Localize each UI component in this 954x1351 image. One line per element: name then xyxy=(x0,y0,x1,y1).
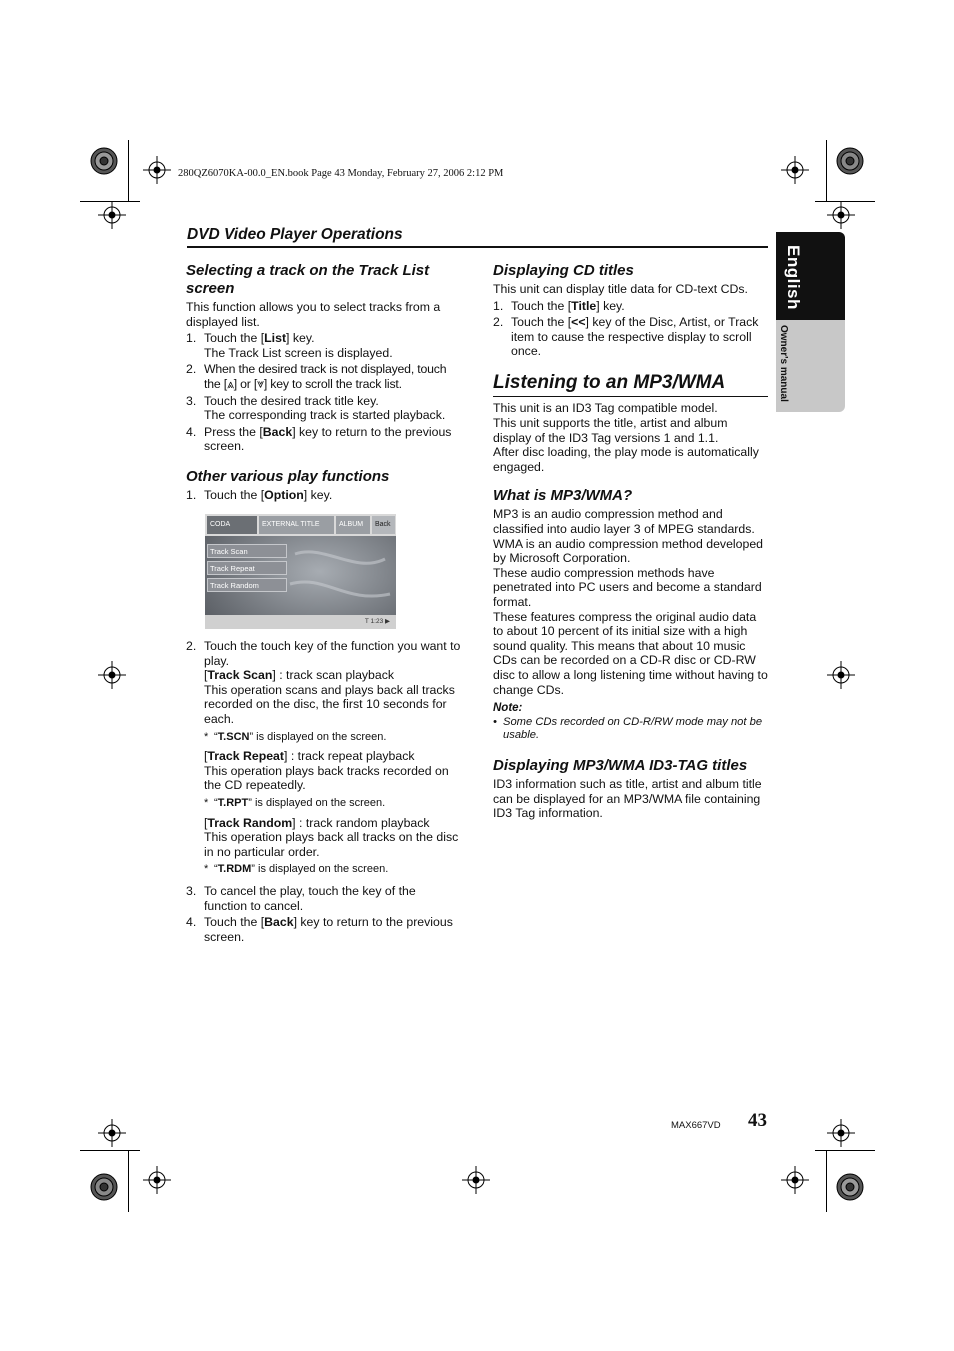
screen-tab-title: EXTERNAL TITLE xyxy=(259,516,334,534)
footnote: * “T.SCN” is displayed on the screen. xyxy=(204,730,387,743)
screen-status-bar: T 1:23 ▶ xyxy=(205,615,396,629)
page-number: 43 xyxy=(748,1110,767,1131)
screen-tab-source: CODA xyxy=(207,516,257,534)
list-item: 4. Touch the [Back] key to return to the previous screen. xyxy=(186,915,453,944)
screen-back-button[interactable]: Back xyxy=(372,516,395,534)
heading-mp3-wma: Listening to an MP3/WMA xyxy=(493,371,726,393)
scroll-down-icon: ⩔ xyxy=(257,376,264,391)
language-label: English xyxy=(784,245,803,310)
list-item: 4. Press the [Back] key to return to the previous screen. xyxy=(186,424,452,454)
header-rule xyxy=(187,246,768,248)
function-track-random: [Track Random] : track random playback This operation plays back all tracks on the disc in no particular order. xyxy=(204,815,459,859)
footnote: * “T.RPT” is displayed on the screen. xyxy=(204,796,386,809)
heading-id3-tag: Displaying MP3/WMA ID3-TAG titles xyxy=(493,756,748,774)
note-text: • Some CDs recorded on CD-R/RW mode may not be usable. xyxy=(493,715,763,742)
model-number: MAX667VD xyxy=(671,1120,721,1131)
left-column-lower xyxy=(186,639,461,944)
manual-label: Owner's manual xyxy=(778,325,789,402)
heading-play-functions: Other various play functions xyxy=(186,467,390,485)
list-item: 1. Touch the [List] key. The Track List screen is displayed. xyxy=(186,331,393,360)
mp3-intro: This unit is an ID3 Tag compatible model. This unit supports the title, artist and album display of the ID3 Tag versions 1 and 1.1. After disc loading, the play mode is automatically engaged. xyxy=(493,401,759,474)
list-item: 2. Touch the touch key of the function you want to play. xyxy=(186,639,461,668)
heading-what-is-mp3: What is MP3/WMA? xyxy=(493,487,633,505)
track-random-button[interactable]: Track Random xyxy=(207,578,287,592)
intro-track-list: This function allows you to select tracks from a displayed list. xyxy=(186,300,441,329)
track-repeat-button[interactable]: Track Repeat xyxy=(207,561,287,575)
list-item: 1. Touch the [Option] key. xyxy=(186,487,333,502)
function-track-scan: [Track Scan] : track scan playback This operation scans and plays back all tracks recorded on the disc, the first 10 seconds for each. xyxy=(204,668,455,726)
note-label: Note: xyxy=(493,702,523,715)
section-header: DVD Video Player Operations xyxy=(187,226,403,243)
scroll-icon: << xyxy=(571,315,586,330)
list-item: 1. Touch the [Title] key. xyxy=(493,298,625,313)
list-item: 3. To cancel the play, touch the key of the function to cancel. xyxy=(186,883,416,913)
function-track-repeat: [Track Repeat] : track repeat playback This operation plays back tracks recorded on the CD repeatedly. xyxy=(204,749,449,793)
track-scan-button[interactable]: Track Scan xyxy=(207,544,287,558)
list-item: 2. Touch the [<<] key of the Disc, Artist, or Track item to cause the respective display to scroll once. xyxy=(493,315,759,359)
book-header: 280QZ6070KA-00.0_EN.book Page 43 Monday, February 27, 2006 2:12 PM xyxy=(178,168,504,179)
screen-tab-album: ALBUM xyxy=(336,516,370,534)
left-column xyxy=(186,262,461,503)
scroll-up-icon: ⩓ xyxy=(226,376,234,391)
mp3-description: MP3 is an audio compression method and classified into audio layer 3 of MPEG standards. WMA is an audio compression method developed by Microsoft Corporation. These audio compression methods have penetrated into PC users and become a standard format. These features compress the original audio data to about 10 percent of its initial size with a high sound quality. This means that about 10 music CDs can be recorded on a CD-R disc or CD-RW disc to allow a long listening time without having to change CDs. xyxy=(493,507,768,697)
heading-track-list: Selecting a track on the Track List screen xyxy=(186,262,430,297)
id3-description: ID3 information such as title, artist and album title can be displayed for an MP3/WMA file containing ID3 Tag information. xyxy=(493,776,762,821)
list-item: 3. Touch the desired track title key. The corresponding track is started playback. xyxy=(186,393,446,423)
list-item: 2. When the desired track is not displayed, touch the [⩓] or [⩔] key to scroll the track list. xyxy=(186,362,447,391)
right-column xyxy=(493,262,768,821)
heading-cd-titles: Displaying CD titles xyxy=(493,262,634,279)
heading-rule xyxy=(493,396,768,398)
intro-cd-titles: This unit can display title data for CD-text CDs. xyxy=(493,282,748,296)
option-screen-image xyxy=(205,514,396,629)
footnote: * “T.RDM” is displayed on the screen. xyxy=(204,863,389,876)
